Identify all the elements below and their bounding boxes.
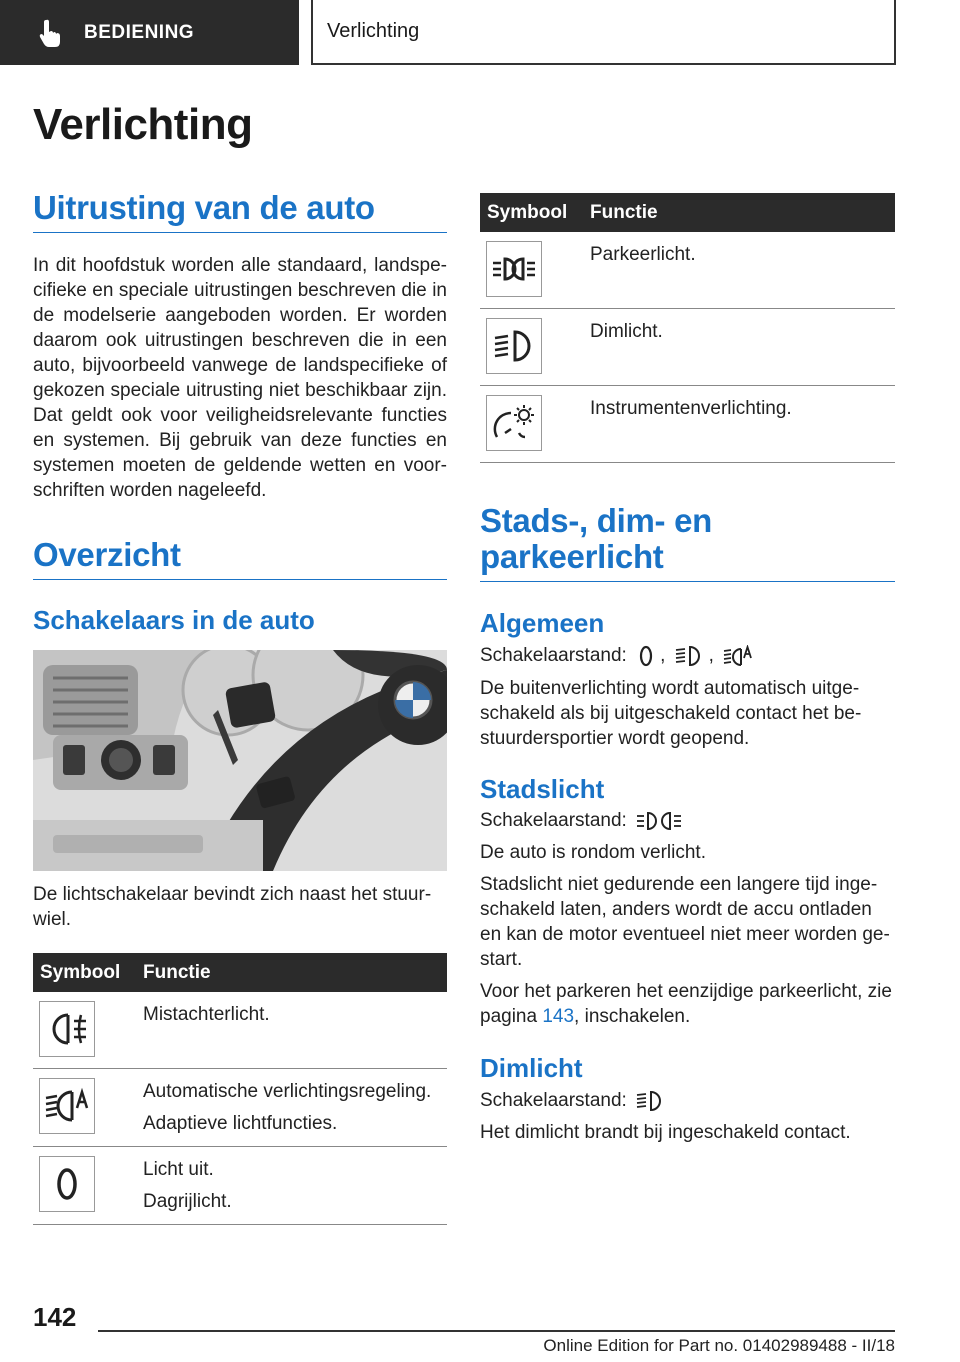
function-text: Licht uit. [143,1159,214,1180]
parking-text-3-prefix: Voor het parkeren het eenzijdige parkeerlicht, zie pagina [480,981,892,1027]
function-text: Parkeerlicht. [590,244,696,265]
separator: , [660,645,666,666]
instrument-lighting-icon [486,395,542,451]
low-beam-icon [675,645,705,667]
left-column [33,190,447,1225]
general-text: De buitenverlichting wordt automatisch uitgeschakeld als bij uitgeschakeld contact het bestuurdersportier wordt geopend. [480,678,862,749]
table-row [480,309,895,386]
equipment-heading: Uitrusting van de auto [33,190,447,233]
section-tab [0,0,299,65]
symbol-table-left [33,953,447,1225]
function-text: Automatische verlichtingsregeling. [143,1081,432,1102]
low-beam-switch-line [480,1088,895,1113]
parking-text-1: De auto is rondom verlicht. [480,842,706,863]
light-switch-illustration [33,650,447,871]
page-title: Verlichting [33,100,253,149]
rear-fog-light-icon [39,1001,95,1057]
low-beam-text: Het dimlicht brandt bij ingeschakeld contact. [480,1122,851,1143]
table-row [480,386,895,463]
function-text: Dagrijlicht. [143,1191,232,1212]
hand-pointer-icon [38,18,66,48]
table-row [33,992,447,1069]
separator: , [708,645,714,666]
chapter-tab [311,0,896,65]
parking-light-heading: Stadslicht [480,774,605,804]
parking-light-icon [636,810,682,832]
function-text: Dimlicht. [590,321,663,342]
switch-label: Schakelaarstand: [480,1090,627,1111]
function-text: Mistachterlicht. [143,1004,270,1025]
symbol-table-right [480,193,895,463]
lights-heading: Stads-, dim- en parkeerlicht [480,503,895,582]
switch-label: Schakelaarstand: [480,810,627,831]
parking-text-3-suffix: , inschakelen. [574,1006,691,1027]
switches-heading: Schakelaars in de auto [33,605,315,635]
chapter-label: Verlichting [327,20,420,42]
lights-off-icon [39,1156,95,1212]
table-row [33,1069,447,1147]
edition-note: Online Edition for Part no. 01402989488 - II/18 [543,1336,895,1355]
equipment-text: In dit hoofdstuk worden alle standaard, landspecifieke en speciale uitrustingen beschreven die in de modelserie aangeboden worden. Er worden daarom ook uitrustingen beschreven die in een auto, bijvoorbeeld vanwege de landspecifieke of gekozen speciale uitrusting niet beschikbaar zijn. Dat geldt ook voor veiligheidsrelevante functies en systemen. Bij gebruik van deze functies en systemen moeten de geldende wetten en voorschriften worden nageleefd. [33,255,447,501]
column-header-symbol: Symbool [33,953,133,992]
table-row [33,1147,447,1225]
function-text: Instrumentenverlichting. [590,398,792,419]
parking-text-3 [480,979,895,1029]
general-heading: Algemeen [480,608,605,638]
parking-switch-line [480,808,895,833]
overview-heading: Overzicht [33,537,447,580]
lights-off-icon [636,645,656,667]
page-number: 142 [33,1302,77,1332]
table-row [480,232,895,309]
column-header-function: Functie [580,193,895,232]
switch-label: Schakelaarstand: [480,645,627,666]
function-text: Adaptieve lichtfuncties. [143,1113,338,1134]
low-beam-icon [486,318,542,374]
column-header-symbol: Symbool [480,193,580,232]
page-link[interactable]: 143 [542,1006,575,1027]
column-header-function: Functie [133,953,447,992]
parking-light-icon [486,241,542,297]
automatic-headlight-icon [723,645,753,667]
switch-location-caption: De lichtschakelaar bevindt zich naast het stuurwiel. [33,884,432,930]
low-beam-heading: Dimlicht [480,1053,583,1083]
right-column [480,193,895,1145]
low-beam-icon [636,1090,666,1112]
dashboard-photo [33,650,447,871]
footer-divider [98,1330,895,1332]
section-label: BEDIENING [84,21,195,43]
general-switch-line [480,643,895,668]
automatic-headlight-icon [39,1078,95,1134]
parking-text-2: Stadslicht niet gedurende een langere tijd ingeschakeld laten, anders wordt de accu ontladen en kan de motor eventueel niet meer worden gestart. [480,874,890,970]
